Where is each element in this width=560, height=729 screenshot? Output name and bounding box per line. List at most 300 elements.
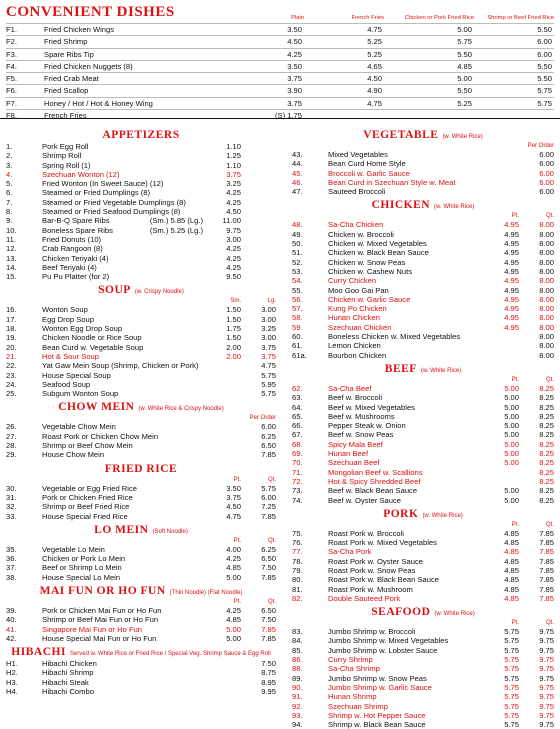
item-number: F7.: [6, 98, 17, 108]
item-name: Chicken Noodle or Rice Soup: [42, 333, 142, 343]
item-price-large: 6.50: [261, 605, 276, 615]
item-price-large: 6.25: [261, 431, 276, 441]
item-price-large: 8.25: [539, 411, 554, 421]
item-price-large: 7.85: [539, 528, 554, 538]
item-name: Steamed or Fried Seafood Dumplings (8): [42, 207, 181, 217]
item-number: 10.: [6, 225, 17, 235]
item-price-large: 8.00: [539, 248, 554, 258]
item-price-large: 7.85: [261, 572, 276, 582]
menu-item-row: [292, 646, 554, 655]
menu-item-row: [292, 295, 554, 304]
section-header: [6, 284, 276, 296]
item-number: 83.: [292, 627, 303, 637]
spacer: [292, 376, 481, 384]
menu-item-row: [292, 449, 554, 458]
item-number: 32.: [6, 502, 17, 512]
item-price-small: 4.25: [226, 197, 241, 207]
item-price-large: [241, 216, 276, 225]
item-name: Wonton Egg Drop Soup: [42, 324, 123, 334]
menu-item-row: [6, 615, 276, 624]
item-price-large: [241, 263, 276, 272]
item-number: 8.: [6, 207, 13, 217]
item-number: 51.: [292, 248, 303, 258]
spacer: [6, 297, 203, 305]
size-label-small: Sm.: [230, 298, 241, 305]
item-name: Jumbo Shrimp w. Broccoli: [328, 627, 416, 637]
section-title: MAI FUN OR HO FUN: [39, 584, 166, 597]
item-price: 5.25: [367, 37, 382, 47]
menu-item-row: [292, 496, 554, 505]
item-price-large: 8.25: [539, 476, 554, 486]
item-number: 5.: [6, 179, 13, 189]
item-name: Lemon Chicken: [328, 341, 381, 351]
item-number: 20.: [6, 342, 17, 352]
item-name: Fried Shrimp: [44, 37, 88, 47]
section-subtitle: (w. White Rice & Crispy Noodle): [138, 406, 224, 413]
item-price: 3.50: [287, 25, 302, 34]
item-price-large: 8.25: [539, 402, 554, 412]
item-name: Chicken w. Cashew Nuts: [328, 266, 412, 276]
item-number: 38.: [6, 572, 17, 582]
price-column-header: [6, 476, 276, 484]
item-number: 26.: [6, 422, 17, 432]
item-name: Roast Pork w. Mixed Vegetables: [328, 538, 437, 548]
menu-item-row: [6, 493, 276, 502]
item-price-large: 7.85: [539, 538, 554, 548]
size-label-small: Pt.: [511, 213, 519, 220]
section-title: CHICKEN: [371, 199, 431, 212]
spacer: [292, 521, 481, 529]
item-number: 44.: [292, 159, 303, 169]
item-price-small: 4.85: [226, 563, 241, 573]
item-price-large: 9.95: [261, 687, 276, 697]
item-price-large: 7.85: [539, 565, 554, 575]
item-price-small: 5.75: [504, 645, 519, 655]
item-name: Hibachi Chicken: [42, 659, 97, 669]
item-price-large: 8.00: [539, 341, 554, 351]
item-price-large: 8.00: [539, 313, 554, 323]
item-price-large: 8.25: [539, 430, 554, 440]
item-number: 12.: [6, 244, 17, 254]
item-price-large: 8.00: [539, 257, 554, 267]
convenient-row: [6, 35, 554, 47]
size-label-large: Qt.: [545, 376, 554, 383]
item-number: F1.: [6, 25, 17, 34]
item-price: 5.25: [367, 49, 382, 59]
item-price-small: 2.00: [226, 342, 241, 352]
item-price-large: 9.75: [539, 655, 554, 665]
item-name: Shrimp or Beef Mai Fun or Ho Fun: [42, 615, 159, 625]
item-name: Sa-Cha Chicken: [328, 220, 384, 230]
menu-section: [6, 129, 276, 281]
item-number: H4.: [6, 687, 18, 697]
item-price-large: 6.00: [539, 168, 554, 178]
item-price-large: [241, 244, 276, 253]
item-price-large: 6.00: [261, 492, 276, 502]
item-price-large: 8.00: [539, 285, 554, 295]
item-name: Beef w. Mixed Vegetables: [328, 402, 415, 412]
size-label-large: Qt.: [267, 598, 276, 605]
item-price-large: 8.00: [539, 350, 554, 360]
item-price-small: 9.50: [226, 272, 241, 282]
col-header-shrimp-beef-fried-rice: Shrimp or Beef Fried Rice: [487, 15, 554, 21]
item-price-large: 8.00: [539, 220, 554, 230]
item-price: (S) 1.75: [274, 111, 302, 121]
item-name: Bean Curd in Szechuan Style w. Meat: [328, 177, 456, 187]
item-price-small: [203, 678, 241, 687]
price-column-header: [6, 537, 276, 545]
item-name: Chicken w. Black Bean Sauce: [328, 248, 429, 258]
section-subtitle: Served w. White Rice or Fried Rice / Special Veg. Shrimp Sauce & Egg Roll: [69, 651, 271, 658]
spacer: [292, 212, 481, 220]
item-price: 5.75: [537, 86, 552, 96]
item-number: 43.: [292, 150, 303, 159]
item-price: 5.50: [457, 86, 472, 96]
item-number: 4.: [6, 169, 13, 179]
item-price-large: 4.75: [261, 361, 276, 371]
item-price-small: 5.75: [504, 636, 519, 646]
item-number: 79.: [292, 565, 303, 575]
menu-item-row: [6, 563, 276, 572]
item-price-small: 4.25: [226, 244, 241, 254]
price-column-header: [292, 619, 554, 627]
menu-item-row: [292, 547, 554, 556]
menu-item-row: [292, 313, 554, 322]
menu-item-row: [6, 170, 276, 179]
item-price-large: 5.95: [261, 379, 276, 389]
size-label-large: Qt.: [545, 213, 554, 220]
item-price-small: [203, 422, 241, 431]
item-name: House Special Fried Rice: [42, 511, 128, 521]
price-column-header: [292, 212, 554, 220]
item-number: 72.: [292, 476, 303, 486]
item-price-small: [203, 687, 241, 696]
section-subtitle: (w. White Rice): [422, 512, 463, 519]
item-price-large: 6.50: [261, 554, 276, 564]
item-number: 22.: [6, 361, 17, 371]
menu-item-row: [6, 272, 276, 281]
item-name: Yat Gaw Mein Soup (Shrimp, Chicken or Pork): [42, 361, 199, 371]
item-name: Chicken w. Broccoli: [328, 229, 394, 239]
item-name: Spicy Mala Beef: [328, 439, 383, 449]
item-name: Mixed Vegetables: [328, 150, 388, 159]
menu-item-row: [292, 585, 554, 594]
item-price-large: 6.25: [261, 544, 276, 554]
item-name: Shrimp w. Black Bean Sauce: [328, 720, 426, 729]
item-name: Subgum Wonton Soup: [42, 389, 119, 399]
item-price-small: 4.95: [504, 304, 519, 314]
item-price-small: 5.00: [226, 633, 241, 643]
item-number: 41.: [6, 624, 17, 634]
item-price-small: 1.10: [226, 160, 241, 170]
menu-item-row: [292, 384, 554, 393]
item-name: Pork Egg Roll: [42, 142, 89, 151]
price-column-header: [292, 521, 554, 529]
item-name: Curry Chicken: [328, 276, 377, 286]
item-price-large: 8.25: [539, 449, 554, 459]
item-price-small: 4.25: [226, 253, 241, 263]
item-number: 21.: [6, 351, 17, 361]
item-number: 94.: [292, 720, 303, 729]
section-subtitle: (Soft Noodle): [152, 528, 188, 535]
item-price-small: 9.75: [226, 225, 241, 235]
item-price-small: 5.00: [504, 402, 519, 412]
item-number: 76.: [292, 538, 303, 548]
spacer: [6, 537, 203, 545]
item-price-small: [481, 332, 519, 341]
menu-item-row: [292, 538, 554, 547]
item-name: Beef w. Broccoli: [328, 393, 383, 403]
item-price-small: 1.50: [226, 314, 241, 324]
menu-item-row: [6, 352, 276, 361]
item-name: Mongolian Beef w. Scallions: [328, 467, 423, 477]
item-name: Chicken or Pork Lo Mein: [42, 554, 126, 564]
convenient-row: [6, 84, 554, 96]
item-number: 2.: [6, 151, 13, 161]
item-number: 46.: [292, 177, 303, 187]
section-divider: [0, 118, 560, 119]
item-number: 74.: [292, 495, 303, 505]
item-name: Broccoli w. Garlic Sauce: [328, 168, 410, 178]
item-name: Singapore Mai Fun or Ho Fun: [42, 624, 143, 634]
item-name: Pork or Chicken Mai Fun or Ho Fun: [42, 605, 162, 615]
item-price-large: 5.75: [261, 389, 276, 399]
spacer: [6, 598, 203, 606]
item-price-small: 5.00: [226, 572, 241, 582]
item-name: Honey / Hot / Hot & Honey Wing: [44, 98, 153, 108]
menu-item-row: [6, 659, 276, 668]
item-name: Hunan Shrimp: [328, 692, 377, 702]
item-price-small: 4.85: [504, 556, 519, 566]
item-number: F5.: [6, 74, 17, 84]
menu-item-row: [292, 692, 554, 701]
item-name: Bean Curd w. Vegetable Soup: [42, 342, 144, 352]
item-price-large: 6.00: [539, 177, 554, 187]
item-number: 66.: [292, 421, 303, 431]
item-name: Bean Curd Home Style: [328, 159, 406, 169]
item-price-small: 5.00: [504, 439, 519, 449]
menu-item-row: [6, 188, 276, 197]
item-price-large: 3.00: [261, 305, 276, 315]
item-price-large: 8.00: [539, 229, 554, 239]
item-price-large: [241, 151, 276, 160]
menu-item-row: [6, 179, 276, 188]
item-price-small: 4.95: [504, 257, 519, 267]
item-number: 86.: [292, 655, 303, 665]
item-price-small: 4.95: [504, 220, 519, 230]
item-price-large: 8.25: [539, 495, 554, 505]
item-name: Vegetable or Egg Fried Rice: [42, 483, 137, 493]
menu-item-row: [292, 403, 554, 412]
item-number: 56.: [292, 294, 303, 304]
item-name: Shrimp or Beef Chow Mein: [42, 441, 133, 451]
item-name: Jumbo Shrimp w. Garlic Sauce: [328, 682, 432, 692]
item-number: 53.: [292, 266, 303, 276]
menu-item-row: [6, 441, 276, 450]
item-price-large: 6.00: [539, 159, 554, 169]
item-number: 92.: [292, 701, 303, 711]
item-price-large: 7.50: [261, 659, 276, 669]
item-name: Wonton Soup: [42, 305, 88, 315]
right-column: [292, 126, 554, 729]
menu-section: [292, 508, 554, 603]
section-subtitle: (w. White Rice): [434, 204, 475, 211]
item-price-small: 4.85: [504, 547, 519, 557]
item-price-small: 5.75: [504, 673, 519, 683]
item-price-small: 4.85: [504, 538, 519, 548]
item-price-small: 5.00: [504, 458, 519, 468]
section-header: [292, 508, 554, 520]
item-number: 18.: [6, 324, 17, 334]
item-price-large: 9.75: [539, 645, 554, 655]
item-price-small: 4.85: [504, 528, 519, 538]
section-subtitle: (w. White Rice): [420, 367, 462, 374]
item-name: Szechuan Chicken: [328, 322, 392, 332]
menu-section: [292, 606, 554, 729]
col-header-chicken-pork-fried-rice: Chicken or Pork Fried Rice: [404, 15, 474, 21]
item-price-large: 9.75: [539, 627, 554, 637]
item-number: 89.: [292, 673, 303, 683]
section-header: [292, 129, 554, 141]
item-number: 75.: [292, 528, 303, 538]
item-price-large: 7.85: [261, 450, 276, 460]
item-price-small: 1.25: [226, 151, 241, 161]
item-price-large: 9.75: [539, 692, 554, 702]
menu-item-row: [292, 557, 554, 566]
item-price-large: 8.25: [539, 393, 554, 403]
item-price-large: 7.85: [539, 584, 554, 594]
menu-item-row: [292, 627, 554, 636]
item-price: 4.65: [367, 61, 382, 71]
item-price-large: 8.00: [539, 332, 554, 342]
item-price-large: 8.95: [261, 677, 276, 687]
item-price-small: 4.25: [226, 605, 241, 615]
item-number: 84.: [292, 636, 303, 646]
item-price-large: 6.00: [539, 150, 554, 159]
item-name: French Fries: [44, 111, 87, 121]
size-label-large: Qt.: [545, 521, 554, 528]
item-number: 65.: [292, 411, 303, 421]
item-number: 70.: [292, 458, 303, 468]
item-name: Fried Chicken Nuggets (8): [44, 61, 133, 71]
item-price-large: 6.00: [261, 422, 276, 432]
item-name: Crab Rangoon (8): [42, 244, 103, 254]
item-number: 17.: [6, 314, 17, 324]
item-name: Roast Pork w. Snow Peas: [328, 565, 416, 575]
menu-item-row: [292, 341, 554, 350]
item-number: 71.: [292, 467, 303, 477]
size-label-large: Per Order: [527, 143, 554, 149]
menu-item-row: [6, 324, 276, 333]
spacer: [6, 476, 203, 484]
left-column: [6, 126, 276, 696]
item-number: H3.: [6, 677, 18, 687]
item-price-small: [481, 187, 519, 196]
item-number: 27.: [6, 431, 17, 441]
spacer: [292, 142, 481, 150]
item-price-small: [203, 380, 241, 389]
menu-item-row: [292, 267, 554, 276]
item-price: 4.75: [367, 25, 382, 34]
menu-item-row: [6, 151, 276, 160]
item-price-large: 3.75: [261, 342, 276, 352]
size-label-small: Pt.: [511, 620, 519, 627]
menu-section: [292, 199, 554, 359]
item-name: Fried Chicken Wings: [44, 25, 115, 34]
size-label-small: Pt.: [233, 598, 241, 605]
item-price-small: 4.25: [226, 262, 241, 272]
item-price-large: [241, 170, 276, 179]
item-number: 93.: [292, 710, 303, 720]
section-subtitle: (w. White Rice): [442, 134, 483, 140]
item-price-large: 8.00: [539, 294, 554, 304]
menu-item-row: [292, 230, 554, 239]
section-header: [6, 646, 276, 658]
menu-item-row: [6, 216, 276, 225]
item-number: 60.: [292, 332, 303, 342]
menu-item-row: [6, 263, 276, 272]
item-price-small: 5.75: [504, 710, 519, 720]
size-label-large: Lg.: [267, 298, 276, 305]
item-price-small: [481, 169, 519, 178]
item-name: Vegetable Chow Mein: [42, 422, 116, 432]
item-price-small: 5.75: [504, 627, 519, 637]
item-name: Hibachi Shrimp: [42, 668, 94, 678]
menu-item-row: [292, 430, 554, 439]
item-number: 16.: [6, 305, 17, 315]
menu-item-row: [292, 674, 554, 683]
item-price-large: 6.50: [261, 441, 276, 451]
item-price-small: [203, 371, 241, 380]
item-price-small: 4.85: [504, 565, 519, 575]
item-price-large: 7.85: [539, 547, 554, 557]
item-price-small: 5.75: [504, 664, 519, 674]
item-price-small: 4.85: [504, 584, 519, 594]
item-number: 62.: [292, 383, 303, 393]
item-price-small: [203, 389, 241, 398]
item-price-small: 4.95: [504, 285, 519, 295]
section-title: SEAFOOD: [371, 606, 431, 619]
item-price-small: [481, 477, 519, 486]
item-number: 55.: [292, 285, 303, 295]
item-name: Boneless Chicken w. Mixed Vegetables: [328, 332, 461, 342]
item-price-small: 4.95: [504, 313, 519, 323]
item-price-small: 1.50: [226, 333, 241, 343]
item-price-large: 7.50: [261, 563, 276, 573]
item-price-large: [241, 226, 276, 235]
item-name: Chicken w. Garlic Sauce: [328, 294, 411, 304]
menu-section: [6, 585, 276, 643]
item-number: 39.: [6, 605, 17, 615]
menu-item-row: [292, 720, 554, 729]
item-number: 77.: [292, 547, 303, 557]
item-price-small: [203, 668, 241, 677]
item-number: 25.: [6, 389, 17, 399]
item-price-small: 2.00: [226, 351, 241, 361]
item-name: Steamed or Fried Vegetable Dumplings (8): [42, 197, 186, 207]
item-number: 42.: [6, 633, 17, 643]
item-price-large: 8.75: [261, 668, 276, 678]
menu-item-row: [292, 566, 554, 575]
item-size-prices: (Sm.) 5.85 (Lg.): [149, 216, 203, 226]
menu-item-row: [292, 575, 554, 584]
item-price-large: [241, 198, 276, 207]
item-name: Hibachi Steak: [42, 677, 89, 687]
item-number: 78.: [292, 556, 303, 566]
col-header-plain: Plain: [291, 15, 304, 21]
item-number: 90.: [292, 682, 303, 692]
item-name: Kung Po Chicken: [328, 304, 387, 314]
